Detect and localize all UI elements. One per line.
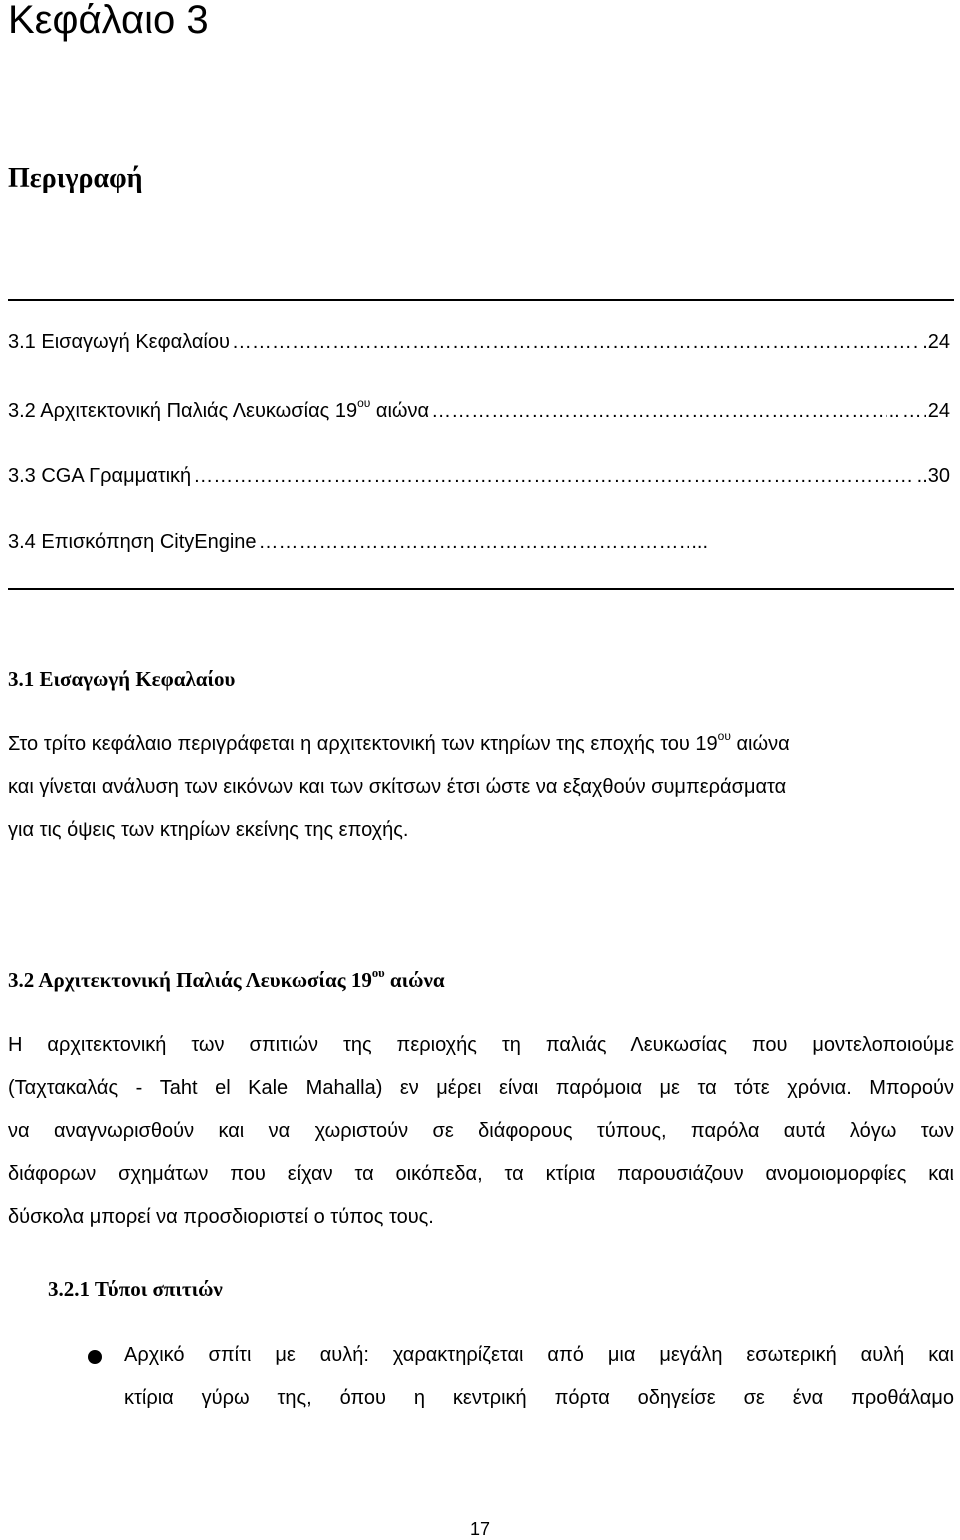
bullet-line: κτίρια γύρω της, όπου η κεντρική πόρτα οδηγείσε σε ένα προθάλαμο xyxy=(124,1387,954,1409)
paragraph-line: και γίνεται ανάλυση των εικόνων και των σκίτσων έτσι ώστε να εξαχθούν συμπεράσματα xyxy=(8,776,787,798)
paragraph-line: δύσκολα μπορεί να προσδιοριστεί ο τύπος τους. xyxy=(8,1206,434,1228)
section-3-2-1-title: 3.2.1 Τύποι σπιτιών xyxy=(48,1277,223,1301)
paragraph-line: για τις όψεις των κτηρίων εκείνης της εποχής. xyxy=(8,819,409,841)
chapter-title: Κεφάλαιο 3 xyxy=(8,0,209,42)
toc-dot-leader xyxy=(902,398,926,424)
toc-dot-leader xyxy=(193,463,914,489)
toc-dot-leader xyxy=(431,398,887,424)
toc-entry-page: .24 xyxy=(922,331,950,353)
page-number: 17 xyxy=(470,1519,491,1539)
toc-dot-leader xyxy=(232,329,920,355)
section-heading: Περιγραφή xyxy=(8,163,143,194)
section-3-2-title: 3.2 Αρχιτεκτονική Παλιάς Λευκωσίας $19^{o\upsilon}$ αιώνα xyxy=(8,966,445,992)
toc-dot-leader xyxy=(259,529,690,555)
toc-entry-label: 3.1 Εισαγωγή Κεφαλαίου xyxy=(8,331,230,353)
bullet-item xyxy=(124,1344,954,1414)
paragraph-line: Στο τρίτο κεφάλαιο περιγράφεται η αρχιτεκτονική των κτηρίων της εποχής του $19^{o\upsilon}$ αιώνα xyxy=(8,729,790,755)
toc-entry-label: 3.3 CGA Γραμματική xyxy=(8,465,192,487)
toc-entry xyxy=(8,329,950,355)
bullet-line: Αρχικό σπίτι με αυλή: χαρακτηρίζεται από μια μεγάλη εσωτερική αυλή και xyxy=(124,1344,954,1366)
toc-entry-label: 3.2 Αρχιτεκτονική Παλιάς Λευκωσίας $19^{o\upsilon}$ αιώνα xyxy=(8,396,430,422)
toc-entry xyxy=(8,398,950,424)
toc-entry-page: ... xyxy=(691,531,708,553)
toc-bottom-rule xyxy=(8,588,954,590)
toc-entry-mid: .. xyxy=(888,400,900,422)
toc-entry-page: ..30 xyxy=(916,465,950,487)
toc-top-rule xyxy=(8,299,954,301)
toc-entry xyxy=(8,463,950,489)
paragraph-line: να αναγνωρισθούν και να χωριστούν σε διάφορους τύπους, παρόλα αυτά λόγω των xyxy=(8,1120,954,1142)
paragraph-line: Η αρχιτεκτονική των σπιτιών της περιοχής τη παλιάς Λευκωσίας που μοντελοποιούμε xyxy=(8,1034,954,1056)
toc-entry xyxy=(8,529,708,555)
section-3-1-title: 3.1 Εισαγωγή Κεφαλαίου xyxy=(8,667,236,691)
toc-entry-page: 24 xyxy=(927,400,950,422)
bullet-icon xyxy=(88,1350,102,1364)
section-3-2-paragraph xyxy=(8,1034,954,1234)
section-3-1-paragraph xyxy=(8,729,954,853)
paragraph-line: διάφορων σχημάτων που είχαν τα οικόπεδα, τα κτίρια παρουσιάζουν ανομοιομορφίες και xyxy=(8,1163,954,1185)
toc-entry-label: 3.4 Επισκόπηση CityEngine xyxy=(8,531,257,553)
paragraph-line: (Ταχτακαλάς - Taht el Kale Mahalla) εν μέρει είναι παρόμοια με τα τότε χρόνια. Μπορούν xyxy=(8,1077,954,1099)
